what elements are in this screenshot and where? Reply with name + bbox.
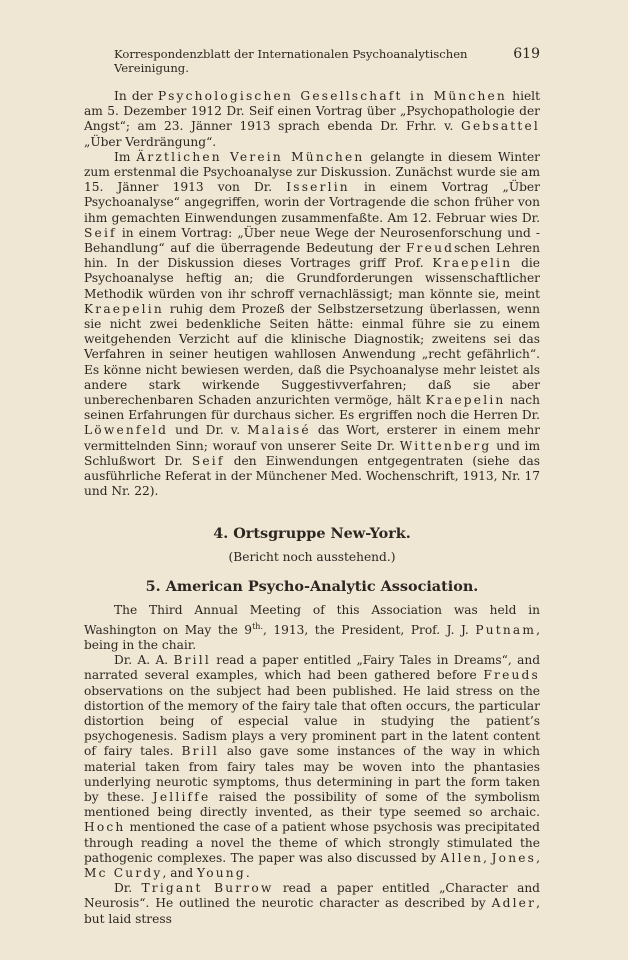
- paragraph-annual-meeting: The Third Annual Meeting of this Association was held in Washington on May the $9^{th.}$, 1913, the President, Prof. J. J. Putnam, being in the chair.: [84, 603, 541, 652]
- section-subtitle-new-york: (Bericht noch ausstehend.): [228, 550, 396, 565]
- section-title-new-york: 4. Ortsgruppe New-York.: [213, 525, 411, 543]
- paragraph-aerztlicher-verein: Im Ärztlichen Verein München gelangte in diesem Winter zum erstenmal die Psychoanalyse zur Diskussion. Zunächst wurde sie am 15. Jänner 1913 von Dr. Isserlin in einem Vortrag „Über Psychoanalyse“ angegriffen, worin der Vortragende die schon früher von ihm gemachten Einwendungen zusammenfaßte. Am 12. Februar wies Dr. Seif in einem Vortrag: „Über neue Wege der Neurosenforschung und -Behandlung“ auf die überragende Bedeutung der Freudschen Lehren hin. In der Diskussion dieses Vortrages griff Prof. Kraepelin die Psychoanalyse heftig an; die Grundforderungen wissenschaftlicher Methodik würden von ihr schroff vernachlässigt; man könnte sie, meint Kraepelin ruhig dem Prozeß der Selbstzersetzung überlassen, wenn sie nicht zwei bedenkliche Seiten hätte: einmal führe sie zu einem weitgehenden Verzicht auf die klinische Diagnostik; zweitens sei das Verfahren in seiner heutigen wahllosen Anwendung „recht gefährlich“. Es könne nicht bewiesen werden, daß die Psychoanalyse mehr leistet als andere stark wirkende Suggestivverfahren; daß sie aber unberechenbaren Schaden anzurichten vermöge, hält Kraepelin nach seinen Erfahrungen für durchaus sicher. Es ergriffen noch die Herren Dr. Löwenfeld und Dr. v. Malaisé das Wort, ersterer in einem mehr vermittelnden Sinn; worauf von unserer Seite Dr. Wittenberg und im Schlußwort Dr. Seif den Einwendungen entgegentraten (siehe das ausführliche Referat in der Münchener Med. Wochenschrift, 1913, Nr. 17 und Nr. 22).: [84, 149, 541, 499]
- section-title-american-association: 5. American Psycho-Analytic Association.: [145, 578, 479, 596]
- page-number: 619: [513, 46, 540, 62]
- paragraph-burrow-character: Dr. Trigant Burrow read a paper entitled „Character and Neurosis“. He outlined the neurotic character as described by Adler, but laid stress: [84, 881, 540, 926]
- running-title: Korrespondenzblatt der Internationalen Psychoanalytischen Vereinigung.: [114, 47, 468, 75]
- paragraph-psychologische-gesellschaft: In der Psychologischen Gesellschaft in München hielt am 5. Dezember 1912 Dr. Seif einen Vortrag über „Psychopathologie der Angst“; am 23. Jänner 1913 sprach ebenda Dr. Frhr. v. Gebsattel „Über Verdrängung“.: [84, 89, 540, 149]
- paragraph-brill-fairy-tales: Dr. A. A. Brill read a paper entitled „Fairy Tales in Dreams“, and narrated several examples, which had been gathered before Freuds observations on the subject had been published. He laid stress on the distortion of the memory of the fairy tale that often occurs, the particular distortion being of especial value in studying the patient’s psychogenesis. Sadism plays a very prominent part in the latent content of fairy tales. Brill also gave some instances of the way in which material taken from fairy tales may be woven into the phantasies underlying neurotic symptoms, thus determining in part the form taken by these. Jelliffe raised the possibility of some of the symbolism mentioned being directly invented, as their type seemed so archaic. Hoch mentioned the case of a patient whose psychosis was precipitated through reading a novel the theme of which strongly stimulated the pathogenic complexes. The paper was also discussed by Allen, Jones, Mc Curdy, and Young.: [84, 653, 540, 880]
- running-header: [114, 46, 540, 75]
